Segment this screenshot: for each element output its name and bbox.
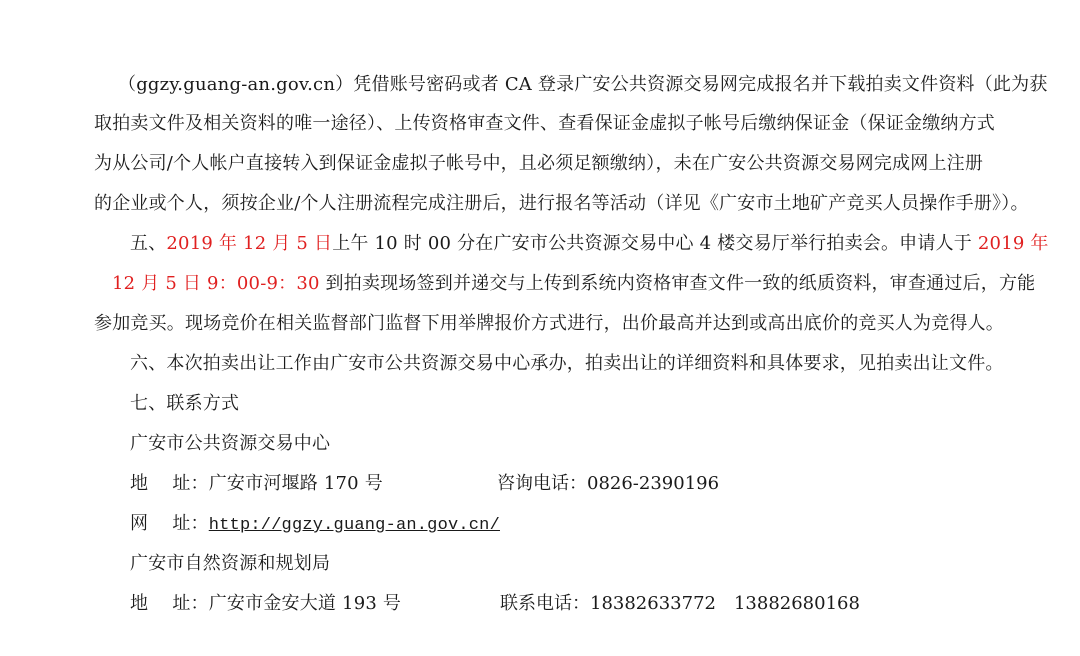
para-5-line-2 [112,271,1035,297]
para-5-line-3: 参加竞买。现场竞价在相关监督部门监督下用举牌报价方式进行，出价最高并达到或高出底价的竞买人为竞得人。 [94,313,1004,334]
para-5-text-1: 上午 10 时 00 分在广安市公共资源交易中心 4 楼交易厅举行拍卖会。申请人于 [332,233,972,254]
para-6: 六、本次拍卖出让工作由广安市公共资源交易中心承办，拍卖出让的详细资料和具体要求，见拍卖出让文件。 [130,353,1004,374]
org2-phone-label: 联系电话： [500,593,590,614]
org1-phone-value: 0826-2390196 [587,473,720,494]
org1-website-link[interactable]: http://ggzy.guang-an.gov.cn/ [208,516,500,535]
para-5-text-2: 到拍卖现场签到并递交与上传到系统内资格审查文件一致的纸质资料，审查通过后，方能 [319,273,1036,294]
org1-phone [497,471,719,497]
para-4-line-2: 取拍卖文件及相关资料的唯一途径）、上传资格审查文件、查看保证金虚拟子帐号后缴纳保证金（保证金缴纳方式 [94,113,995,134]
org1-address-value: 广安市河堰路 170 号 [208,473,383,494]
para-4-line-1: （ggzy.guang-an.gov.cn）凭借账号密码或者 CA 登录广安公共资源交易网完成报名并下载拍卖文件资料（此为获 [118,74,1048,95]
org1-phone-label: 咨询电话： [497,473,587,494]
org1-address [130,471,383,497]
auction-date: 2019 年 12 月 5 日 [166,233,333,254]
signin-date-part-1: 2019 年 [971,233,1049,254]
org1-name: 广安市公共资源交易中心 [130,433,331,454]
para-5-line-1 [130,231,1049,257]
para-5-prefix: 五、 [130,233,167,254]
org2-address [130,591,401,617]
para-4-line-3: 为从公司/个人帐户直接转入到保证金虚拟子帐号中，且必须足额缴纳），未在广安公共资源交易网完成网上注册 [94,153,984,174]
org2-name: 广安市自然资源和规划局 [130,553,331,574]
signin-date-part-2: 12 月 5 日 9：00-9：30 [112,273,320,294]
org1-website-label: 网 址： [130,513,209,534]
org2-phone [500,591,860,617]
para-7-heading: 七、联系方式 [130,393,240,414]
org1-address-label: 地 址： [130,473,209,494]
org2-address-value: 广安市金安大道 193 号 [208,593,402,614]
para-4-line-4: 的企业或个人，须按企业/个人注册流程完成注册后，进行报名等活动（详见《广安市土地矿产竞买人员操作手册》）。 [94,193,1029,214]
org1-website [130,511,500,539]
org2-phone-value: 18382633772 13882680168 [590,593,860,614]
org2-address-label: 地 址： [130,593,209,614]
